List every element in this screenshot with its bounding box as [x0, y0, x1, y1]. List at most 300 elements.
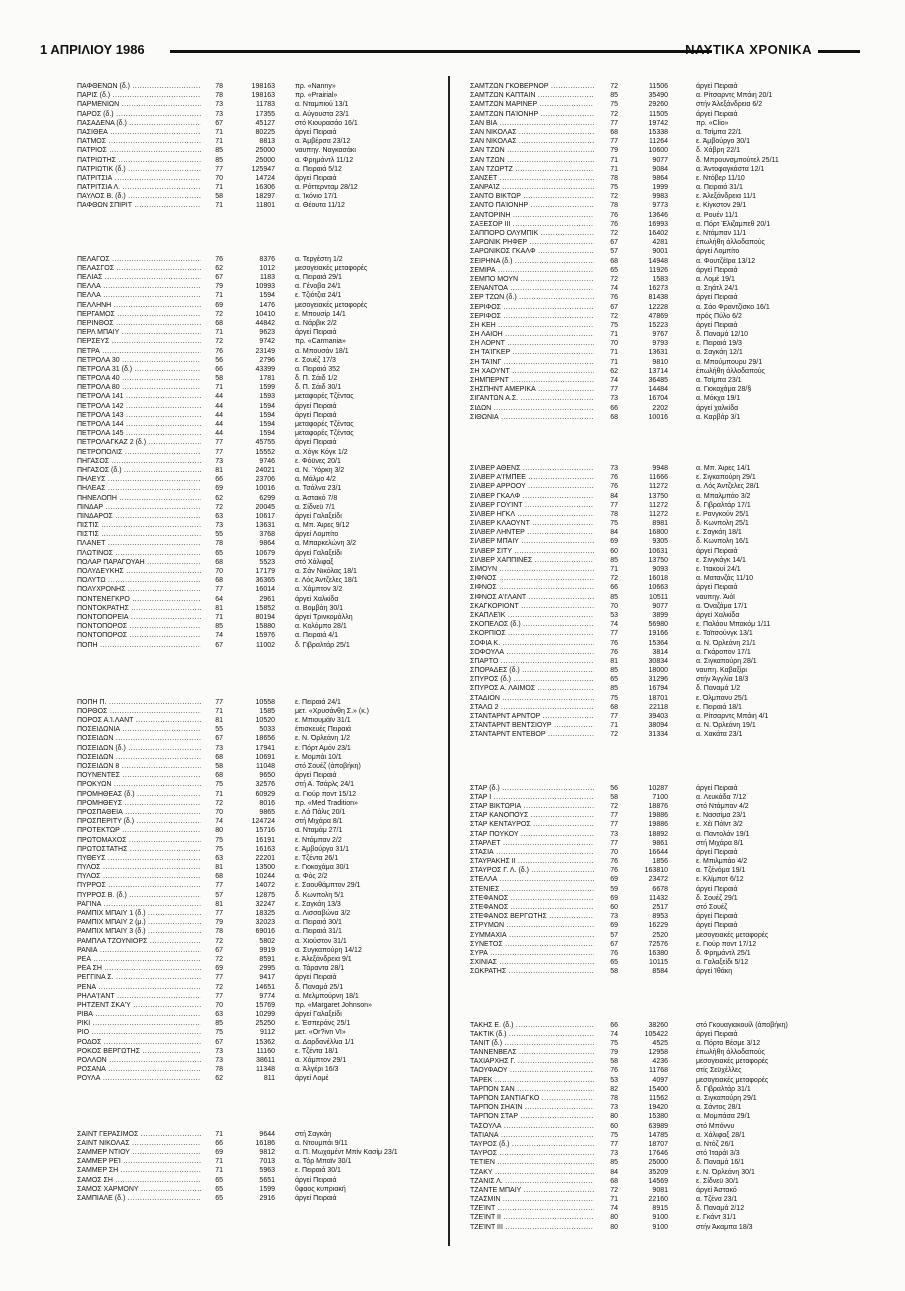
status: ε. Τζέντα 26/1: [295, 854, 339, 862]
ship-name: ΣΙΦΝΟΣ .....: [470, 574, 594, 583]
ship-list-section: [77, 255, 443, 650]
build-year: 69: [215, 485, 223, 493]
status: δ. Κωνπολη 5/1: [295, 891, 344, 899]
build-year: 73: [610, 395, 618, 403]
tonnage: 10679: [255, 549, 275, 557]
tonnage: 23706: [255, 476, 275, 484]
status: δ. Παναμά 2/12: [696, 1205, 745, 1213]
ship-name: ΠΟΣΕΙΔΩΝ (δ.) .....: [77, 744, 201, 753]
build-year: 62: [215, 494, 223, 502]
ship-row: [77, 992, 443, 1001]
build-year: 66: [610, 1021, 618, 1029]
ship-row: [470, 784, 868, 793]
status: ε. Άλεξάνδρεια 9/1: [295, 955, 352, 963]
build-year: 58: [215, 193, 223, 201]
build-year: 71: [215, 184, 223, 192]
ship-name: ΡΕΑ .....: [77, 955, 201, 964]
status: άργεί Ίθάκη: [696, 968, 733, 976]
ship-name: ΡΟΛΛΟΝ .....: [77, 1056, 201, 1065]
tonnage: 14651: [255, 983, 275, 991]
ship-row: [77, 1157, 443, 1166]
tonnage: 9774: [259, 992, 275, 1000]
ship-name: ΣΧΙΝΙΑΣ .....: [470, 958, 594, 967]
tonnage: 15769: [255, 1001, 275, 1009]
status: μεσογειακές μεταφορές: [295, 264, 368, 272]
build-year: 85: [610, 556, 618, 564]
tonnage: 36485: [648, 377, 668, 384]
tonnage: 15716: [255, 827, 275, 835]
ship-row: [470, 137, 868, 146]
build-year: 59: [610, 885, 618, 893]
build-year: 68: [215, 577, 223, 585]
build-year: 72: [610, 83, 618, 90]
build-year: 85: [610, 1159, 618, 1167]
build-year: 72: [610, 110, 618, 118]
ship-name: ΣΑΝ ΝΙΚΟΛΑΣ .....: [470, 128, 594, 137]
build-year: 58: [610, 1058, 618, 1066]
status: α. Βομβάη 30/1: [295, 604, 344, 612]
ship-row: [470, 165, 868, 174]
tonnage: 11160: [256, 1047, 275, 1055]
build-year: 71: [610, 566, 618, 573]
ship-list-section: [77, 1130, 443, 1204]
ship-row: [470, 220, 868, 229]
ship-row: [77, 576, 443, 585]
ship-name: ΠΗΛΕΥΣ .....: [77, 475, 201, 484]
build-year: 66: [610, 404, 618, 412]
ship-row: [470, 183, 868, 192]
build-year: 71: [610, 722, 618, 730]
build-year: 69: [610, 538, 618, 546]
status: α. Τσίμπα 23/1: [696, 377, 742, 384]
tonnage: 11506: [649, 83, 668, 90]
ship-row: [77, 707, 443, 716]
status: α. Π. Μωχαμέντ Μπίν Κασίμ 23/1: [295, 1148, 398, 1156]
tonnage: 16380: [648, 949, 668, 957]
status: στήν Άκαμπα 18/3: [696, 1223, 753, 1231]
tonnage: 1585: [259, 707, 275, 715]
status: άργεί Πειραιά: [295, 974, 337, 982]
ship-name: ΡΟΣΑΝΑ .....: [77, 1065, 201, 1074]
ship-row: [77, 863, 443, 872]
tonnage: 15223: [648, 321, 668, 329]
tonnage: 9001: [652, 248, 668, 256]
tonnage: 9948: [652, 464, 668, 472]
status: α. Χάλιφαξ 28/1: [696, 1131, 745, 1139]
build-year: 70: [610, 848, 618, 856]
build-year: 68: [610, 703, 618, 711]
tonnage: 39403: [648, 713, 668, 720]
ship-name: ΠΥΛΟΣ .....: [77, 872, 201, 881]
tonnage: 22160: [648, 1196, 668, 1204]
build-year: 56: [215, 356, 223, 364]
tonnage: 16800: [648, 529, 668, 537]
build-year: 71: [215, 384, 223, 392]
tonnage: 9417: [259, 974, 275, 982]
build-year: 68: [215, 753, 223, 761]
status: πρ. «Clio»: [696, 119, 729, 127]
status: ε. Χέϊ Πόϊντ 3/2: [696, 821, 743, 829]
status: ε. Μπιουμάϊν 31/1: [295, 717, 351, 725]
build-year: 77: [215, 882, 223, 890]
ship-name: ΣΙΘΩΝΙΑ .....: [470, 413, 594, 422]
ship-row: [77, 165, 443, 174]
ship-row: [470, 866, 868, 875]
build-year: 77: [610, 138, 618, 146]
tonnage: 3768: [259, 531, 275, 539]
ship-name: ΠΥΡΡΟΣ Β. (δ.) .....: [77, 891, 201, 900]
tonnage: 38260: [648, 1021, 668, 1029]
build-year: 70: [215, 568, 223, 575]
ship-row: [77, 411, 443, 420]
build-year: 85: [215, 1020, 223, 1028]
status: α. Άμβέρσα 23/12: [295, 138, 351, 146]
tonnage: 47869: [648, 312, 668, 320]
ship-name: ΣΚΑΠΛΕΊΚ .....: [470, 611, 594, 620]
right-column: [470, 82, 868, 1232]
tonnage: 13500: [255, 864, 275, 872]
tonnage: 31334: [648, 731, 668, 739]
ship-name: ΤΑΚΗΣ Ε. (δ.) .....: [470, 1021, 594, 1030]
status: στή Μιχάρα 8/1: [696, 839, 744, 847]
ship-row: [470, 464, 868, 473]
status: ε. Ταϊτσούνγκ 13/1: [696, 630, 753, 638]
status: α. Τόρ Μπαϊν 30/1: [295, 1158, 352, 1166]
build-year: 64: [215, 595, 223, 603]
tonnage: 56980: [648, 621, 668, 629]
build-year: 77: [610, 821, 618, 829]
ship-name: ΠΕΤΡΟΛΑ 80 .....: [77, 383, 201, 392]
ship-name: ΣΩΚΡΑΤΗΣ .....: [470, 967, 594, 976]
build-year: 71: [215, 329, 223, 337]
tonnage: 9810: [652, 358, 668, 366]
build-year: 71: [610, 331, 618, 339]
tonnage: 9100: [652, 1223, 668, 1231]
ship-row: [77, 622, 443, 631]
tonnage: 25250: [255, 1020, 275, 1028]
tonnage: 18000: [648, 667, 668, 675]
ship-name: ΠΑΦΘΕΝΩΝ (δ.) .....: [77, 82, 201, 91]
tonnage: 1594: [259, 430, 275, 438]
build-year: 73: [610, 464, 618, 472]
tonnage: 80225: [255, 128, 275, 136]
ship-row: [77, 790, 443, 799]
ship-name: ΠΟΣΕΙΔΩΝ .....: [77, 734, 201, 743]
ship-name: ΠΡΟΚΥΩΝ .....: [77, 780, 201, 789]
build-year: 72: [215, 503, 223, 511]
ship-name: ΠΕΛΑΓΟΣ .....: [77, 255, 201, 264]
ship-name: ΠΕΛΙΑΣ .....: [77, 273, 201, 282]
ship-row: [77, 762, 443, 771]
status: α. Τεργέστη 1/2: [295, 255, 343, 263]
ship-name: ΠΕΛΛΑ .....: [77, 291, 201, 300]
tonnage: 3814: [652, 648, 668, 656]
tonnage: 1476: [259, 301, 275, 309]
ship-row: [77, 521, 443, 530]
ship-name: ΣΤΑΝΤΑΡΝΤ ΒΕΝΤΣΙΟΥΡ .....: [470, 721, 594, 730]
build-year: 74: [610, 285, 618, 293]
status: ε. Πειραιά 18/1: [696, 703, 742, 711]
ship-name: ΣΗ ΚΕΗ .....: [470, 321, 594, 330]
status: α. Μάλμο 4/2: [295, 476, 336, 484]
tonnage: 10691: [255, 753, 275, 761]
build-year: 67: [610, 940, 618, 948]
build-year: 81: [215, 466, 223, 474]
status: ΰφαος κυπριακή: [295, 1185, 346, 1193]
ship-row: [77, 854, 443, 863]
ship-row: [77, 1074, 443, 1083]
tonnage: 9644: [259, 1130, 275, 1138]
ship-name: ΣΤΑΥΡΑΚΗΣ ΙΙ .....: [470, 857, 594, 866]
build-year: 55: [215, 531, 223, 539]
ship-name: ΤΑΚΤΙΚ (δ.) .....: [470, 1030, 594, 1039]
status: ε. Μπιλμπάο 4/2: [696, 858, 748, 866]
ship-name: ΡΑΝΙΑ .....: [77, 946, 201, 955]
build-year: 77: [215, 586, 223, 594]
status: α. Γκάροπον 17/1: [696, 648, 751, 656]
tonnage: 14484: [648, 386, 668, 394]
status: δ. Παναμά 1/2: [696, 685, 741, 693]
status: α. Ντόζ 26/1: [696, 1140, 735, 1148]
ship-name: ΠΟΛΑΡ ΠΑΡΑΓΟΥΑΗ .....: [77, 558, 201, 567]
ship-name: ΣΤΑΡ ΠΟΥΚΟΥ .....: [470, 830, 594, 839]
tonnage: 18876: [648, 802, 668, 810]
ship-name: ΡΙΚΙ .....: [77, 1019, 201, 1028]
ship-row: [470, 912, 868, 921]
ship-name: ΤΑΟΥΦΑΟΥ .....: [470, 1066, 594, 1075]
status: μεσογειακές μεταφορές: [696, 1058, 769, 1066]
tonnage: 23149: [255, 347, 275, 355]
build-year: 78: [610, 202, 618, 210]
tonnage: 8584: [652, 968, 668, 976]
build-year: 73: [215, 1057, 223, 1064]
ship-name: ΠΕΤΡΟΛΑ 40 .....: [77, 374, 201, 383]
ship-row: [77, 1001, 443, 1010]
ship-name: ΤΑΡΠΟΝ ΣΗΑΊΝ .....: [470, 1103, 594, 1112]
ship-name: ΣΠΥΡΟΣ Α. ΛΑΙΜΟΣ .....: [470, 684, 594, 693]
status: δ. Γιβραλτάρ 25/1: [295, 641, 350, 649]
tonnage: 9084: [652, 165, 668, 173]
build-year: 79: [610, 1049, 618, 1057]
status: α. Σάο Φραντζίσκο 16/1: [696, 303, 770, 311]
ship-row: [77, 799, 443, 808]
build-year: 63: [215, 1011, 223, 1019]
ship-name: ΤΑΥΡΟΣ .....: [470, 1149, 594, 1158]
ship-row: [77, 282, 443, 291]
status: α. Μπουσάν 18/1: [295, 347, 349, 355]
build-year: 69: [610, 894, 618, 902]
status: άργεί Πειραιά: [295, 772, 337, 780]
ship-name: ΠΕΡΛ ΜΠΑΙΥ .....: [77, 328, 201, 337]
build-year: 85: [610, 667, 618, 675]
ship-name: ΤΑΣΟΥΛΑ .....: [470, 1122, 594, 1131]
status: α. Γένοβα 24/1: [295, 283, 341, 291]
status: ε. Μπουσίρ 14/1: [295, 310, 346, 318]
ship-name: ΠΑΤΡΙΩΤΙΚ (δ.) .....: [77, 165, 201, 174]
build-year: 65: [610, 266, 618, 274]
build-year: 77: [610, 386, 618, 394]
ship-row: [77, 595, 443, 604]
tonnage: 16191: [255, 836, 275, 844]
ship-row: [77, 310, 443, 319]
left-column: [77, 82, 443, 1203]
build-year: 67: [215, 641, 223, 649]
ship-row: [470, 146, 868, 155]
tonnage: 69016: [255, 928, 275, 936]
build-year: 80: [610, 1214, 618, 1222]
status: ε. Ίτακουί 24/1: [696, 566, 741, 573]
build-year: 62: [610, 367, 618, 375]
ship-row: [470, 1057, 868, 1066]
ship-row: [77, 1185, 443, 1194]
tonnage: 11562: [649, 1095, 668, 1102]
ship-name: ΣΑΜΤΖΩΝ ΚΑΠΤΑΙΝ .....: [470, 91, 594, 100]
build-year: 84: [610, 492, 618, 500]
status: πρ. «Carmania»: [295, 338, 346, 346]
build-year: 76: [215, 347, 223, 355]
build-year: 78: [610, 1095, 618, 1102]
ship-name: ΠΕΤΡΟΛΑΓΚΑΖ 2 (δ.) .....: [77, 438, 201, 447]
build-year: 73: [610, 830, 618, 838]
tonnage: 9773: [652, 202, 668, 210]
tonnage: 12875: [255, 891, 275, 899]
tonnage: 8591: [259, 955, 275, 963]
build-year: 44: [215, 411, 223, 419]
status: α. Μπ. Άιρες 9/12: [295, 522, 350, 530]
status: πρ. «Prairial»: [295, 92, 338, 100]
tonnage: 10600: [648, 147, 668, 155]
ship-row: [77, 82, 443, 91]
status: ναυπη. Καβαξίρι: [696, 667, 747, 675]
tonnage: 13750: [648, 556, 668, 564]
ship-name: ΠΟΝΤΟΠΟΡΟΣ .....: [77, 631, 201, 640]
build-year: 76: [610, 211, 618, 219]
ship-row: [470, 110, 868, 119]
ship-name: ΣΤΑΝΤΑΡΝΤ ΑΡΝΤΟΡ .....: [470, 712, 594, 721]
ship-name: ΣΗ ΛΟΡΝΤ .....: [470, 339, 594, 348]
build-year: 72: [215, 983, 223, 991]
ship-name: ΠΕΤΡΟΛΑ 141 .....: [77, 392, 201, 401]
ship-row: [77, 1139, 443, 1148]
ship-name: ΤΖΑΣΜΙΝ .....: [470, 1195, 594, 1204]
tonnage: 2202: [652, 404, 668, 412]
tonnage: 10511: [649, 593, 668, 601]
ship-name: ΣΗΜΠΕΡΝΤ .....: [470, 376, 594, 385]
ship-row: [77, 641, 443, 650]
ship-row: [77, 392, 443, 401]
build-year: 76: [610, 867, 618, 875]
build-year: 73: [610, 1104, 618, 1112]
build-year: 68: [215, 772, 223, 780]
status: α. Σάντος 28/1: [696, 1104, 742, 1112]
ship-name: ΠΡΟΣΠΕΡΙΤΥ (δ.) .....: [77, 817, 201, 826]
status: α. Νταμάμ 27/1: [295, 827, 343, 835]
build-year: 82: [610, 1085, 618, 1093]
tonnage: 32247: [255, 900, 275, 908]
status: ε. Τζέντα 18/1: [295, 1047, 339, 1055]
build-year: 65: [215, 1176, 223, 1184]
status: α. Μπαρκελώνη 3/2: [295, 540, 357, 548]
status: στίς Σεϋχέλλες: [696, 1067, 742, 1075]
ship-row: [470, 857, 868, 866]
status: δ. Φρημάντλ 25/1: [696, 949, 751, 957]
tonnage: 5033: [259, 726, 275, 734]
status: α. Σιγκαπούρη 28/1: [696, 657, 757, 665]
ship-row: [77, 771, 443, 780]
status: ε. Ρανγκούν 25/1: [696, 510, 749, 518]
ship-row: [470, 639, 868, 648]
ship-name: ΠΟΠΗ Π. .....: [77, 698, 201, 707]
tonnage: 1856: [652, 858, 668, 866]
tonnage: 1594: [259, 421, 275, 428]
ship-row: [470, 321, 868, 330]
tonnage: 16402: [648, 230, 668, 237]
build-year: 72: [215, 338, 223, 346]
ship-name: ΣΙΛΒΕΡ ΜΠΑΙΥ .....: [470, 537, 594, 546]
ship-row: [470, 385, 868, 394]
build-year: 84: [610, 529, 618, 537]
ship-name: ΠΑΡΙΣ (δ.) .....: [77, 91, 201, 100]
status: άργεί Πειραιά: [295, 329, 337, 337]
ship-row: [470, 811, 868, 820]
status: δ. Παναμά 25/1: [295, 983, 344, 991]
ship-name: ΣΗ ΧΑΟΥΝΤ .....: [470, 367, 594, 376]
build-year: 81: [215, 864, 223, 872]
status: α. Ίκόνιο 17/1: [295, 193, 338, 201]
ship-name: ΠΟΝΤΟΠΟΡΕΙΑ .....: [77, 613, 201, 622]
tonnage: 14072: [255, 882, 275, 890]
status: στό Κιουρασάο 16/1: [295, 119, 358, 127]
ship-name: ΣΑΜΟΣ ΧΑΡΜΟΝΥ .....: [77, 1185, 201, 1194]
build-year: 77: [215, 910, 223, 917]
status: δ. Κωνπολη 16/1: [696, 538, 749, 546]
tonnage: 25000: [255, 156, 275, 164]
tonnage: 16794: [648, 685, 668, 693]
ship-name: ΠΗΓΑΣΟΣ .....: [77, 457, 201, 466]
ship-name: ΠΑΡΟΣ (δ.) .....: [77, 110, 201, 119]
ship-row: [470, 492, 868, 501]
status: α. Καρβάρ 3/1: [696, 413, 741, 421]
tonnage: 10631: [648, 547, 668, 555]
ship-list-section: [470, 784, 868, 977]
tonnage: 11783: [256, 101, 275, 109]
build-year: 78: [215, 1066, 223, 1074]
ship-name: ΣΑΝΡΑΊΖ .....: [470, 183, 594, 192]
tonnage: 30834: [648, 657, 668, 665]
build-year: 66: [215, 476, 223, 484]
ship-name: ΠΥΛΟΣ .....: [77, 863, 201, 872]
status: ε. Άλεξάνδρεια 11/1: [696, 193, 757, 201]
ship-row: [470, 358, 868, 367]
ship-row: [470, 1030, 868, 1039]
ship-row: [77, 927, 443, 936]
build-year: 75: [610, 101, 618, 109]
ship-name: ΤΖΕΊΝΤ .....: [470, 1204, 594, 1213]
ship-name: ΠΟΥΝΕΝΤΕΣ .....: [77, 771, 201, 780]
ship-name: ΡΑΓΙΝΑ .....: [77, 900, 201, 909]
ship-row: [77, 273, 443, 282]
tonnage: 8813: [259, 138, 275, 146]
status: δ. Μπρουνσμπούτελ 25/11: [696, 156, 779, 164]
ship-row: [470, 1223, 868, 1232]
ship-name: ΠΟΣΕΙΔΩΝ 8 .....: [77, 762, 201, 771]
build-year: 85: [610, 593, 618, 601]
ship-row: [470, 940, 868, 949]
build-year: 57: [215, 891, 223, 899]
tonnage: 17941: [255, 744, 275, 752]
status: α. Νάρβικ 2/2: [295, 319, 337, 327]
tonnage: 11432: [649, 894, 668, 902]
